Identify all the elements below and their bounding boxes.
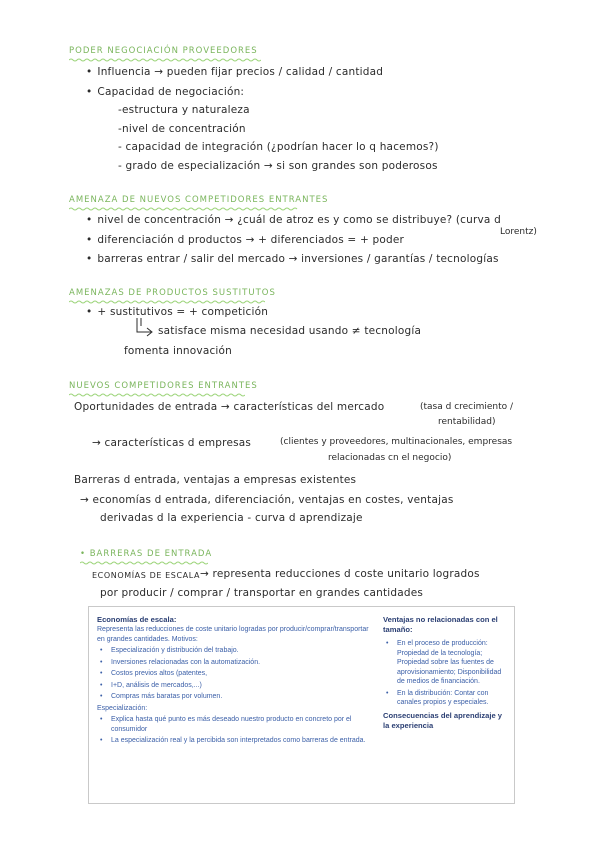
heading-underline: [80, 561, 208, 565]
box-left-title: Economías de escala:: [97, 615, 177, 624]
note-aside: (clientes y proveedores, multinacionales, empresas: [280, 437, 513, 447]
note-line: Oportunidades de entrada → características del mercado: [74, 401, 385, 413]
note-aside: (tasa d crecimiento /: [420, 402, 514, 412]
note-line: → representa reducciones d coste unitario logrados: [200, 568, 480, 580]
note-aside: rentabilidad): [438, 417, 496, 427]
list-item: • Compras más baratas por volumen.: [97, 692, 377, 702]
heading-underline: [69, 58, 261, 62]
box-left-column: [97, 615, 377, 746]
note-line: derivadas d la experiencia - curva d aprendizaje: [100, 512, 363, 524]
note-aside: Lorentz): [500, 227, 537, 237]
note-aside: relacionadas cn el negocio): [328, 453, 452, 463]
note-line: • Influencia → pueden fijar precios / calidad / cantidad: [86, 66, 383, 78]
box-spec-label: Especialización:: [97, 704, 148, 712]
note-lead: ECONOMÍAS DE ESCALA: [92, 571, 201, 580]
section-title-proveedores: PODER NEGOCIACIÓN PROVEEDORES: [69, 46, 258, 56]
heading-underline: [69, 393, 245, 397]
list-item: • I+D, análisis de mercados,...): [97, 681, 377, 691]
note-subline: fomenta innovación: [124, 345, 233, 357]
heading-underline: [69, 300, 265, 304]
section-title-nuevos-competidores: NUEVOS COMPETIDORES ENTRANTES: [69, 381, 258, 391]
note-subline: - grado de especialización → si son grandes son poderosos: [118, 160, 438, 172]
box-right-column: [383, 615, 507, 731]
list-item: • La especialización real y la percibida son interpretados como barreras de entrada.: [97, 736, 377, 746]
note-subline: satisface misma necesidad usando ≠ tecnología: [158, 325, 422, 337]
heading-underline: [69, 207, 299, 211]
list-item: • Inversiones relacionadas con la automatización.: [97, 658, 377, 668]
note-line: • nivel de concentración → ¿cuál de atroz es y como se distribuye? (curva d: [86, 214, 501, 226]
note-line: por producir / comprar / transportar en grandes cantidades: [100, 587, 424, 599]
note-subline: - capacidad de integración (¿podrían hacer lo q hacemos?): [118, 141, 439, 153]
list-item: • Explica hasta qué punto es más deseado nuestro producto en concreto por el consumidor: [97, 715, 377, 734]
printed-summary-box: [88, 606, 515, 804]
note-subline: -estructura y naturaleza: [118, 104, 250, 116]
section-title-sustitutos: AMENAZAS DE PRODUCTOS SUSTITUTOS: [69, 288, 276, 298]
section-title-barreras: • BARRERAS DE ENTRADA: [80, 549, 213, 559]
note-line: • Capacidad de negociación:: [86, 86, 244, 98]
note-line: • diferenciación d productos → + diferenciados = + poder: [86, 234, 404, 246]
box-left-description: Representa las reducciones de coste unitario logradas por producir/comprar/transportar en grandes cantidades. Motivos:: [97, 626, 369, 643]
box-right-footer: Consecuencias del aprendizaje y la experiencia: [383, 710, 503, 730]
note-subline: -nivel de concentración: [118, 123, 246, 135]
section-title-amenaza-nuevos: AMENAZA DE NUEVOS COMPETIDORES ENTRANTES: [69, 195, 329, 205]
note-line: • barreras entrar / salir del mercado → inversiones / garantías / tecnologías: [86, 253, 499, 265]
branch-arrow-icon: [135, 318, 157, 338]
list-item: • En el proceso de producción: Propiedad de la tecnología; Propiedad sobre las fuentes de aprovisionamiento; Disponibilidad de medios de financiación.: [383, 639, 507, 687]
note-line: → características d empresas: [92, 437, 252, 449]
note-line: Barreras d entrada, ventajas a empresas existentes: [74, 474, 357, 486]
note-line: → economías d entrada, diferenciación, ventajas en costes, ventajas: [80, 494, 454, 506]
note-line: • + sustitutivos = + competición: [86, 306, 268, 318]
box-right-title: Ventajas no relacionadas con el tamaño:: [383, 615, 498, 634]
list-item: • En la distribución: Contar con canales propios y especiales.: [383, 689, 507, 708]
list-item: • Especialización y distribución del trabajo.: [97, 646, 377, 656]
list-item: • Costos previos altos (patentes,: [97, 669, 377, 679]
